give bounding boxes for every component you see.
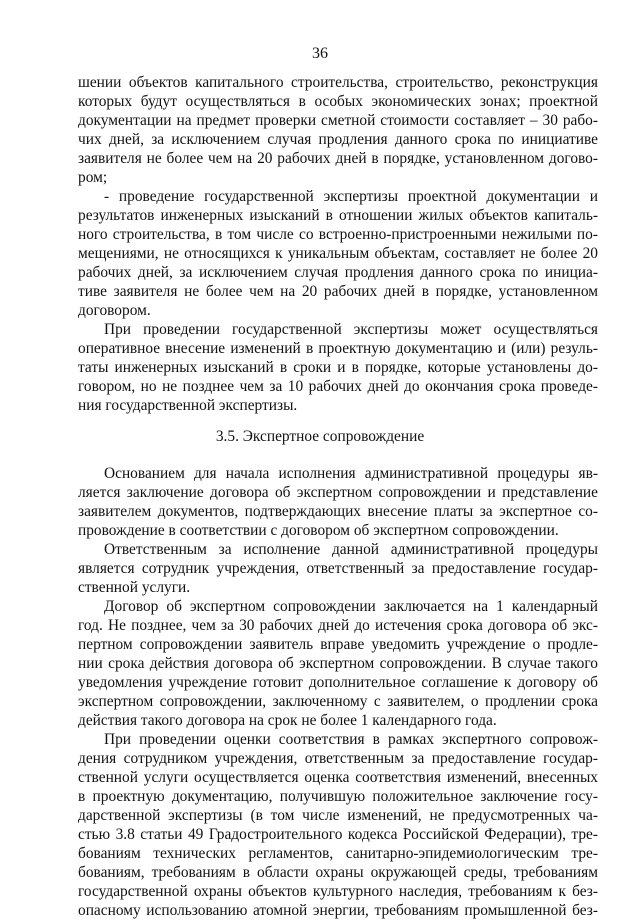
text-line: год. Не позднее, чем за 30 рабочих дней до истечения срока договора об экс- xyxy=(78,617,598,634)
text-line: провождение в соответствии с договором об экспертном сопровождении. xyxy=(78,522,559,539)
text-line: рабочих дней, за исключением случая продления данного срока по инициа- xyxy=(78,264,598,281)
text-line: документации на предмет проверки сметной стоимости составляет – 30 рабо- xyxy=(78,112,598,129)
text-block-top xyxy=(78,73,598,415)
text-line: Ответственным за исполнение данной административной процедуры xyxy=(104,541,598,558)
text-line: нии срока действия договора об экспертном сопровождении. В случае такого xyxy=(78,655,598,672)
text-line: - проведение государственной экспертизы проектной документации и xyxy=(104,188,598,205)
text-line: заявителем документов, подтверждающих внесение платы за экспертное со- xyxy=(78,503,598,520)
text-line: шении объектов капитального строительства, строительство, реконструкция xyxy=(78,74,598,91)
text-line: оперативное внесение изменений в проектную документацию и (или) резуль- xyxy=(78,340,598,357)
text-line: Основанием для начала исполнения административной процедуры яв- xyxy=(104,465,598,482)
text-line: дения сотрудником учреждения, ответственным за предоставление государ- xyxy=(78,750,598,767)
text-line: стью 3.8 статьи 49 Градостроительного кодекса Российской Федерации), тре- xyxy=(78,826,598,843)
text-line: опасному использованию атомной энергии, требованиям промышленной без- xyxy=(78,902,598,919)
text-line: действия такого договора на срок не более 1 календарного года. xyxy=(78,712,497,729)
text-line: мещениями, не относящихся к уникальным объектам, составляет не более 20 xyxy=(78,245,598,262)
text-line: дарственной экспертизы (в том числе изменений, не предусмотренных ча- xyxy=(78,807,598,824)
text-line: уведомления учреждение готовит дополнительное соглашение к договору об xyxy=(78,674,598,691)
text-line: экспертном сопровождении, заключенному с заявителем, о продлении срока xyxy=(78,693,598,710)
text-line: которых будут осуществляться в особых экономических зонах; проектной xyxy=(78,93,598,110)
text-line: ляется заключение договора об экспертном сопровождении и представление xyxy=(78,484,598,501)
text-line: пертном сопровождении заявитель вправе уведомить учреждение о продле- xyxy=(78,636,598,653)
text-line: бованиям, требованиям в области охраны окружающей среды, требованиям xyxy=(78,864,598,881)
text-line: государственной охраны объектов культурного наследия, требованиям к без- xyxy=(78,883,598,900)
text-line: ния государственной экспертизы. xyxy=(78,397,298,414)
text-line: чих дней, за исключением случая продления данного срока по инициативе xyxy=(78,131,598,148)
text-line: При проведении государственной экспертизы может осуществляться xyxy=(104,321,598,338)
text-line: является сотрудник учреждения, ответственный за предоставление государ- xyxy=(78,560,598,577)
text-line: результатов инженерных изысканий в отношении жилых объектов капиталь- xyxy=(78,207,598,224)
page-number: 36 xyxy=(312,45,328,62)
text-line: ственной услуги. xyxy=(78,579,191,596)
text-line: договором. xyxy=(78,302,151,319)
text-line: ственной услуги осуществляется оценка соответствия изменений, внесенных xyxy=(78,769,598,786)
text-line: в проектную документацию, получившую положительное заключение госу- xyxy=(78,788,598,805)
text-line: бованиям технических регламентов, санитарно-эпидемиологическим тре- xyxy=(78,845,598,862)
text-block-bottom xyxy=(78,464,598,920)
text-line: ного строительства, в том числе со встроенно-пристроенными нежилыми по- xyxy=(78,226,598,243)
text-line: При проведении оценки соответствия в рамках экспертного сопровож- xyxy=(104,731,598,748)
text-line: таты инженерных изысканий в сроки и в порядке, которые установлены до- xyxy=(78,359,598,376)
text-line: говором, но не позднее чем за 10 рабочих дней до окончания срока проведе- xyxy=(78,378,598,395)
text-line: тиве заявителя не более чем на 20 рабочих дней в порядке, установленном xyxy=(78,283,598,300)
text-line: заявителя не более чем на 20 рабочих дней в порядке, установленном догово- xyxy=(78,150,598,167)
text-line: ром; xyxy=(78,169,108,186)
section-heading: 3.5. Экспертное сопровождение xyxy=(215,428,425,445)
text-line: Договор об экспертном сопровождении заключается на 1 календарный xyxy=(104,598,598,615)
